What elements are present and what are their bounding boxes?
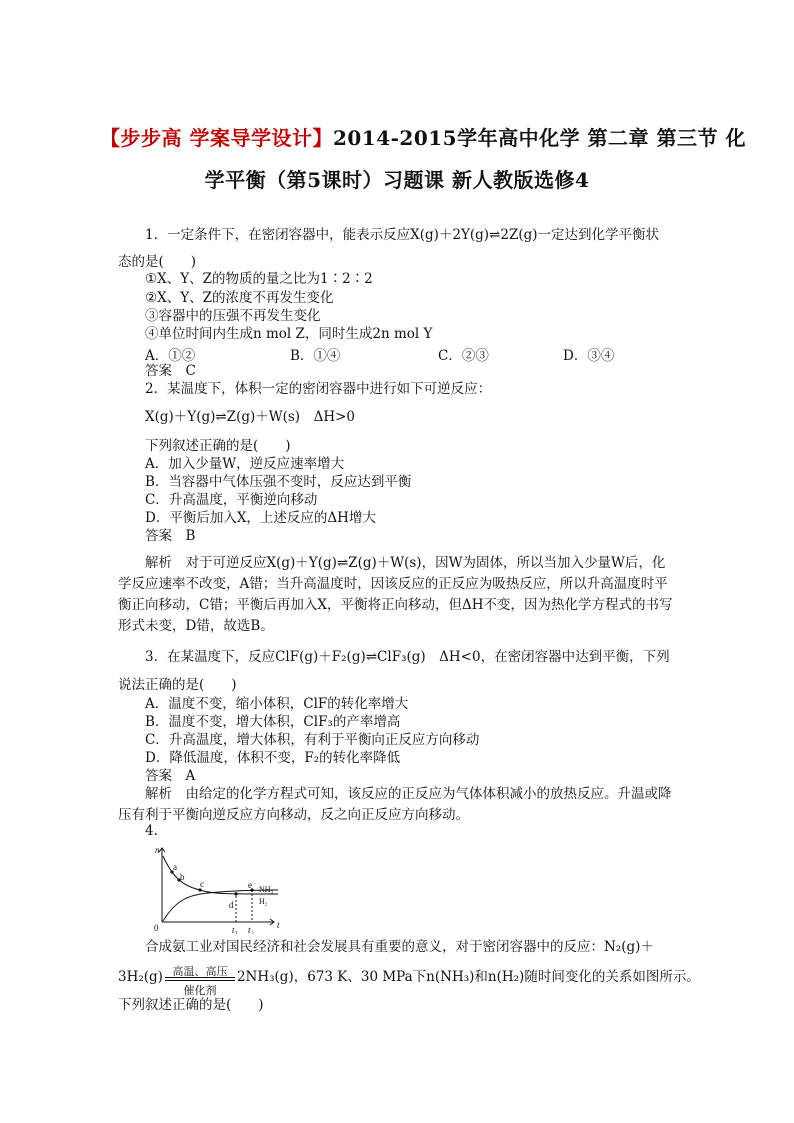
q2-equation: X(g)＋Y(g)⇌Z(g)＋W(s) ΔH>0 [145,409,356,425]
q3-option-b: B．温度不变，增大体积，ClF₃的产率增高 [145,714,401,730]
q1-option-b: B．①④ [290,348,341,364]
q2-option-c: C．升高温度，平衡逆向移动 [145,492,318,508]
graph-nh3-label: NH₃ [259,885,274,894]
q4-reaction-arrow [163,965,237,997]
q4-ask: 下列叙述正确的是( ) [118,997,264,1013]
graph-origin-label: 0 [154,923,159,933]
q1-option-c: C．②③ [438,348,489,364]
q1-stem-line-2: 态的是( ) [118,254,197,270]
q4-stem-line-1: 合成氨工业对国民经济和社会发展具有重要的意义，对于密闭容器中的反应：N₂(g)＋ [145,939,654,955]
q3-answer: 答案 A [145,768,196,784]
q3-option-d: D．降低温度，体积不变，F₂的转化率降低 [145,750,401,766]
q3-analysis: 解析 由给定的化学方程式可知，该反应的正反应为气体体积减小的放热反应。升温或降压有利于平衡向逆反应方向移动，反之向正反应方向移动。 [118,786,672,823]
q2-answer: 答案 B [145,528,196,544]
q1-option-a: A．①② [145,348,196,364]
q4-number: 4. [145,823,158,839]
q4-cond-top: 高温、高压 [172,965,228,978]
document-title-line-2: 学平衡（第5课时）习题课 新人教版选修4 [204,168,590,192]
q4-arrow-line-bottom [165,980,235,981]
q3-option-a: A．温度不变，缩小体积，ClF的转化率增大 [145,696,409,712]
graph-t2-label: t₂ [248,925,254,934]
q1-item-4: ④单位时间内生成n mol Z，同时生成2n mol Y [145,326,433,342]
document-title-line-1 [100,122,746,151]
q1-answer: 答案 C [145,363,196,379]
q1-item-1: ①X、Y、Z的物质的量之比为1∶2∶2 [145,271,373,287]
graph-point-a: a [173,862,177,872]
q4-eq-left: 3H₂(g) [118,969,163,985]
q1-item-2: ②X、Y、Z的浓度不再发生变化 [145,290,334,306]
q4-cond-bottom: 催化剂 [183,984,217,997]
q4-arrow-line-top [165,977,235,978]
graph-point-c: c [200,879,204,889]
q2-stem: 2．某温度下，体积一定的密闭容器中进行如下可逆反应： [145,381,492,397]
graph-point-e: e [248,880,252,890]
q1-item-3: ③容器中的压强不再发生变化 [145,308,321,324]
q3-stem-line-1: 3．在某温度下，反应ClF(g)＋F₂(g)⇌ClF₃(g) ΔH<0，在密闭容器中达到平衡，下列 [145,649,670,665]
q2-option-d: D．平衡后加入X，上述反应的ΔH增大 [145,510,376,526]
q4-concentration-time-graph [148,842,288,934]
q4-stem-line-2 [118,965,700,997]
graph-y-label: n [155,845,160,855]
q1-option-d: D．③④ [563,348,615,364]
q3-stem-line-2: 说法正确的是( ) [118,677,237,693]
q2-option-a: A．加入少量W，逆反应速率增大 [145,456,345,472]
graph-point-d: d [229,900,234,910]
graph-h2-label: H₂ [259,897,268,906]
title-text-1: 2014-2015学年高中化学 第二章 第三节 化 [332,126,746,150]
q2-option-b: B．当容器中气体压强不变时，反应达到平衡 [145,474,412,490]
q3-option-c: C．升高温度，增大体积，有利于平衡向正反应方向移动 [145,732,480,748]
q2-ask: 下列叙述正确的是( ) [145,438,291,454]
title-brand: 【步步高 学案导学设计】 [100,126,333,150]
graph-point-b: b [180,872,185,882]
graph-x-label: t [277,920,280,930]
graph-t1-label: t₁ [232,925,238,934]
q4-stem-line-2-rest: 2NH₃(g)，673 K、30 MPa下n(NH₃)和n(H₂)随时间变化的关系如图所示。 [236,969,700,985]
q2-analysis: 解析 对于可逆反应X(g)＋Y(g)⇌Z(g)＋W(s)，因W为固体，所以当加入少量W后，化学反应速率不改变，A错；当升高温度时，因该反应的正反应为吸热反应，所以升高温度时平衡正向移动，C错；平衡后再加入X，平衡将正向移动，但ΔH不变，因为热化学方程式的书写形式未变，D错，故选B。 [118,555,673,634]
q1-stem-line-1: 1．一定条件下，在密闭容器中，能表示反应X(g)＋2Y(g)⇌2Z(g)一定达到化学平衡状 [145,227,660,243]
